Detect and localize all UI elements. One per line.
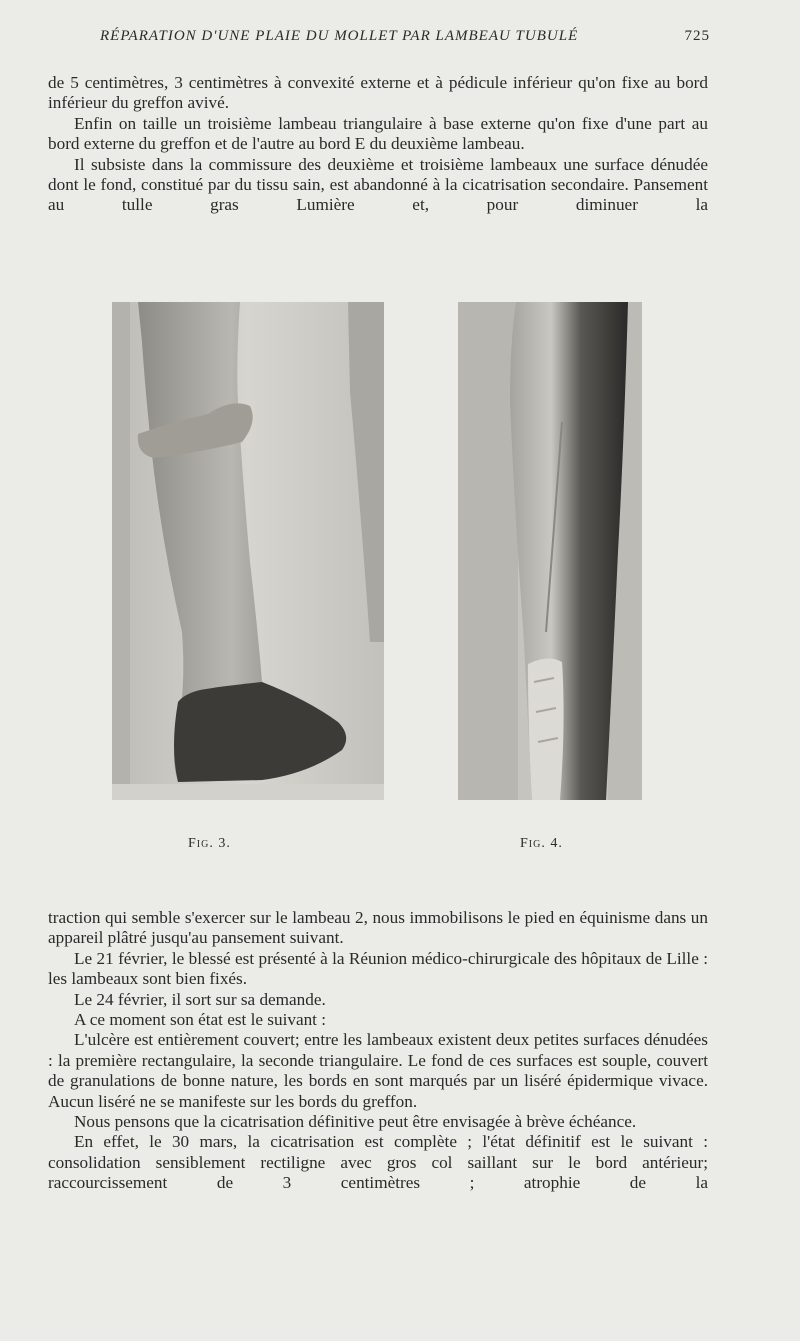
paragraph: traction qui semble s'exercer sur le lambeau 2, nous immobilisons le pied en équinisme dans un appareil plâtré jusqu'au pansement suivant. (48, 908, 708, 948)
leg-profile-photo (112, 302, 384, 800)
paragraph: A ce moment son état est le suivant : (74, 1010, 327, 1030)
paragraph: Nous pensons que la cicatrisation définitive peut être envisagée à brève échéance. (74, 1112, 637, 1132)
running-title: RÉPARATION D'UNE PLAIE DU MOLLET PAR LAMBEAU TUBULÉ (100, 28, 579, 44)
figure-3-caption: Fig. 3. (188, 836, 231, 851)
running-head (100, 28, 710, 45)
paragraph: Le 21 février, le blessé est présenté à la Réunion médico-chirurgicale des hôpitaux de Lille : les lambeaux sont bien fixés. (48, 948, 708, 989)
top-text-block (48, 73, 708, 216)
paragraph: Il subsiste dans la commissure des deuxième et troisième lambeaux une surface dénudée dont le fond, constitué par du tissu sain, est abandonné à la cicatrisation secondaire. Pansement au tulle gras Lumière et, pour diminuer la (48, 154, 708, 215)
paragraph: En effet, le 30 mars, la cicatrisation est complète ; l'état définitif est le suivant : consolidation sensiblement rectiligne avec gros col saillant sur le bord antérieur; raccourcissement de 3 centimètres ; atrophie de la (48, 1132, 708, 1193)
paragraph: Enfin on taille un troisième lambeau triangulaire à base externe qu'on fixe d'une part au bord externe du greffon et de l'autre au bord E du deuxième lambeau. (48, 113, 708, 154)
paragraph: de 5 centimètres, 3 centimètres à convexité externe et à pédicule inférieur qu'on fixe au bord inférieur du greffon avivé. (48, 73, 708, 113)
leg-front-photo (458, 302, 642, 800)
figure-4-photo (458, 302, 642, 800)
paragraph: Le 24 février, il sort sur sa demande. (74, 989, 326, 1009)
page-number: 725 (684, 28, 710, 44)
bottom-text-block (48, 908, 708, 1194)
paragraph: L'ulcère est entièrement couvert; entre les lambeaux existent deux petites surfaces dénudées : la première rectangulaire, la seconde triangulaire. Le fond de ces surfaces est souple, couvert de granulations de bonne nature, les bords en sont marqués par un liséré épidermique vivace. Aucun liséré ne se manifeste sur les bords du greffon. (48, 1030, 708, 1111)
figure-4-caption: Fig. 4. (520, 836, 563, 851)
figure-3-photo (112, 302, 384, 800)
